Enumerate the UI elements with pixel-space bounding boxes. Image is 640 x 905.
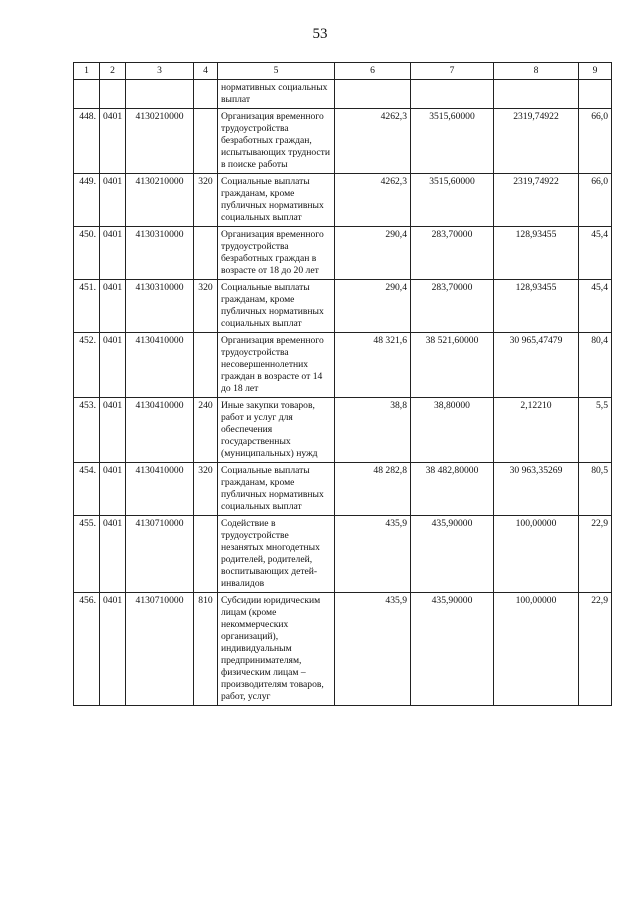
budget-table <box>73 62 612 706</box>
col-header-2: 2 <box>100 63 126 80</box>
item-name: Организация временного трудоустройства безработных граждан в возрасте от 18 до 20 лет <box>218 227 335 280</box>
expense-type-code <box>194 333 218 398</box>
approved-amount: 435,9 <box>335 516 411 593</box>
col-header-1: 1 <box>74 63 100 80</box>
item-name: Социальные выплаты гражданам, кроме публичных нормативных социальных выплат <box>218 174 335 227</box>
section-code: 0401 <box>100 463 126 516</box>
execution-percent: 80,5 <box>579 463 612 516</box>
table-row <box>74 109 612 174</box>
row-number: 454. <box>74 463 100 516</box>
refined-amount: 435,90000 <box>411 516 494 593</box>
row-number: 449. <box>74 174 100 227</box>
row-number: 451. <box>74 280 100 333</box>
refined-amount: 38 482,80000 <box>411 463 494 516</box>
cell-empty <box>126 80 194 109</box>
row-number: 450. <box>74 227 100 280</box>
col-header-7: 7 <box>411 63 494 80</box>
execution-percent: 80,4 <box>579 333 612 398</box>
item-name: Содействие в трудоустройстве незанятых многодетных родителей, родителей, воспитывающих детей-инвалидов <box>218 516 335 593</box>
cell-empty <box>100 80 126 109</box>
section-code: 0401 <box>100 593 126 706</box>
section-code: 0401 <box>100 174 126 227</box>
section-code: 0401 <box>100 333 126 398</box>
execution-percent: 45,4 <box>579 280 612 333</box>
refined-amount: 283,70000 <box>411 227 494 280</box>
row-number: 448. <box>74 109 100 174</box>
table-row <box>74 398 612 463</box>
section-code: 0401 <box>100 280 126 333</box>
executed-amount: 30 963,35269 <box>494 463 579 516</box>
target-code: 4130210000 <box>126 109 194 174</box>
execution-percent: 22,9 <box>579 516 612 593</box>
item-name: Организация временного трудоустройства безработных граждан, испытывающих трудности в поиске работы <box>218 109 335 174</box>
col-header-8: 8 <box>494 63 579 80</box>
expense-type-code: 320 <box>194 174 218 227</box>
col-header-4: 4 <box>194 63 218 80</box>
page-number: 53 <box>312 26 328 42</box>
row-number: 455. <box>74 516 100 593</box>
target-code: 4130310000 <box>126 227 194 280</box>
refined-amount: 38 521,60000 <box>411 333 494 398</box>
refined-amount: 435,90000 <box>411 593 494 706</box>
row-number: 456. <box>74 593 100 706</box>
execution-percent: 22,9 <box>579 593 612 706</box>
cell-empty <box>194 80 218 109</box>
section-code: 0401 <box>100 109 126 174</box>
approved-amount: 48 282,8 <box>335 463 411 516</box>
col-header-3: 3 <box>126 63 194 80</box>
approved-amount: 290,4 <box>335 280 411 333</box>
target-code: 4130710000 <box>126 516 194 593</box>
item-name: Социальные выплаты гражданам, кроме публичных нормативных социальных выплат <box>218 463 335 516</box>
table-row <box>74 463 612 516</box>
executed-amount: 2319,74922 <box>494 174 579 227</box>
refined-amount: 283,70000 <box>411 280 494 333</box>
refined-amount: 3515,60000 <box>411 174 494 227</box>
executed-amount: 100,00000 <box>494 593 579 706</box>
approved-amount: 48 321,6 <box>335 333 411 398</box>
refined-amount: 38,80000 <box>411 398 494 463</box>
table-row <box>74 593 612 706</box>
expense-type-code <box>194 516 218 593</box>
header-row <box>74 63 612 80</box>
expense-type-code <box>194 227 218 280</box>
expense-type-code: 240 <box>194 398 218 463</box>
approved-amount: 4262,3 <box>335 174 411 227</box>
expense-type-code: 320 <box>194 463 218 516</box>
target-code: 4130310000 <box>126 280 194 333</box>
approved-amount: 4262,3 <box>335 109 411 174</box>
item-name: Иные закупки товаров, работ и услуг для обеспечения государственных (муниципальных) нужд <box>218 398 335 463</box>
execution-percent: 66,0 <box>579 109 612 174</box>
executed-amount: 100,00000 <box>494 516 579 593</box>
expense-type-code: 810 <box>194 593 218 706</box>
item-name: Организация временного трудоустройства несовершеннолетних граждан в возрасте от 14 до 18 лет <box>218 333 335 398</box>
approved-amount: 290,4 <box>335 227 411 280</box>
section-code: 0401 <box>100 516 126 593</box>
executed-amount: 128,93455 <box>494 227 579 280</box>
continuation-text: нормативных социальных выплат <box>218 80 335 109</box>
executed-amount: 128,93455 <box>494 280 579 333</box>
table-row <box>74 516 612 593</box>
target-code: 4130210000 <box>126 174 194 227</box>
section-code: 0401 <box>100 227 126 280</box>
cell-empty <box>494 80 579 109</box>
cell-empty <box>74 80 100 109</box>
item-name: Социальные выплаты гражданам, кроме публичных нормативных социальных выплат <box>218 280 335 333</box>
executed-amount: 30 965,47479 <box>494 333 579 398</box>
col-header-6: 6 <box>335 63 411 80</box>
col-header-9: 9 <box>579 63 612 80</box>
target-code: 4130410000 <box>126 398 194 463</box>
item-name: Субсидии юридическим лицам (кроме некоммерческих организаций), индивидуальным предпринимателям, физическим лицам – производителям товаров, работ, услуг <box>218 593 335 706</box>
cell-empty <box>579 80 612 109</box>
continuation-row <box>74 80 612 109</box>
execution-percent: 66,0 <box>579 174 612 227</box>
row-number: 453. <box>74 398 100 463</box>
execution-percent: 45,4 <box>579 227 612 280</box>
executed-amount: 2319,74922 <box>494 109 579 174</box>
section-code: 0401 <box>100 398 126 463</box>
target-code: 4130710000 <box>126 593 194 706</box>
table-row <box>74 333 612 398</box>
expense-type-code <box>194 109 218 174</box>
expense-type-code: 320 <box>194 280 218 333</box>
execution-percent: 5,5 <box>579 398 612 463</box>
approved-amount: 38,8 <box>335 398 411 463</box>
target-code: 4130410000 <box>126 463 194 516</box>
cell-empty <box>335 80 411 109</box>
cell-empty <box>411 80 494 109</box>
refined-amount: 3515,60000 <box>411 109 494 174</box>
target-code: 4130410000 <box>126 333 194 398</box>
approved-amount: 435,9 <box>335 593 411 706</box>
table-row <box>74 280 612 333</box>
table-row <box>74 227 612 280</box>
col-header-5: 5 <box>218 63 335 80</box>
executed-amount: 2,12210 <box>494 398 579 463</box>
table-row <box>74 174 612 227</box>
row-number: 452. <box>74 333 100 398</box>
